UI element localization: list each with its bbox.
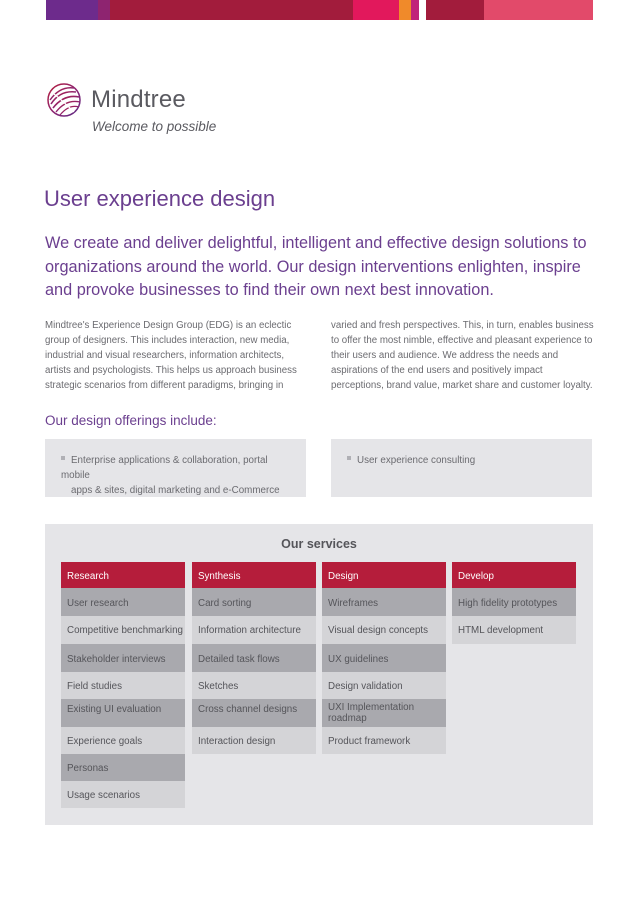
bullet-icon <box>61 456 65 460</box>
offering-text: Enterprise applications & collaboration, portal mobile <box>61 455 268 481</box>
color-segment <box>426 0 484 20</box>
brand-tagline: Welcome to possible <box>92 119 217 134</box>
services-column-design <box>322 562 446 754</box>
service-item: Design validation <box>322 672 446 699</box>
column-header: Synthesis <box>192 562 316 588</box>
offerings-heading: Our design offerings include: <box>45 413 217 428</box>
mindtree-logo-icon <box>46 82 82 118</box>
color-segment <box>399 0 411 20</box>
service-item: Detailed task flows <box>192 644 316 672</box>
service-item: Cross channel designs <box>192 699 316 727</box>
services-title: Our services <box>281 537 357 551</box>
body-paragraph-left: Mindtree's Experience Design Group (EDG) is an eclectic group of designers. This includes interaction, new media, industrial and visual researchers, information architects, artists and psychologists. This helps us approach business strategic scenarios from different paradigms, bringing in <box>45 320 297 391</box>
service-item: Experience goals <box>61 727 185 754</box>
bullet-icon <box>347 456 351 460</box>
service-item: UX guidelines <box>322 644 446 672</box>
service-item: High fidelity prototypes <box>452 588 576 616</box>
services-panel <box>45 524 593 825</box>
services-column-research <box>61 562 185 808</box>
service-item: UXI Implementation roadmap <box>322 699 446 727</box>
service-item: Usage scenarios <box>61 781 185 808</box>
service-item: Competitive benchmarking <box>61 616 185 644</box>
service-item: Field studies <box>61 672 185 699</box>
service-item: Interaction design <box>192 727 316 754</box>
brand-name: Mindtree <box>91 86 186 113</box>
service-item: Stakeholder interviews <box>61 644 185 672</box>
services-column-synthesis <box>192 562 316 754</box>
service-item: Product framework <box>322 727 446 754</box>
color-segment <box>98 0 110 20</box>
offering-box-left <box>45 439 306 497</box>
service-item: Existing UI evaluation <box>61 699 185 727</box>
color-segment <box>46 0 98 20</box>
body-paragraph-right: varied and fresh perspectives. This, in turn, enables business to offer the most nimble, effective and pleasant experience to their users and audience. We address the needs and aspirations of the end users and positively impact perceptions, brand value, market share and customer loyalty. <box>331 320 594 391</box>
service-item: Card sorting <box>192 588 316 616</box>
color-segment <box>353 0 399 20</box>
service-item: Personas <box>61 754 185 781</box>
offering-text: User experience consulting <box>357 455 476 466</box>
color-segment <box>484 0 593 20</box>
service-item: Sketches <box>192 672 316 699</box>
color-segment <box>110 0 353 20</box>
service-item: User research <box>61 588 185 616</box>
service-item: Information architecture <box>192 616 316 644</box>
offering-text: apps & sites, digital marketing and e-Commerce <box>71 485 280 496</box>
service-item: HTML development <box>452 616 576 644</box>
column-header: Develop <box>452 562 576 588</box>
services-column-develop <box>452 562 576 644</box>
column-header: Design <box>322 562 446 588</box>
column-header: Research <box>61 562 185 588</box>
lead-paragraph: We create and deliver delightful, intelligent and effective design solutions to organizations around the world. Our design interventions enlighten, inspire and provoke businesses to find their own next best innovation. <box>45 234 587 299</box>
color-segment <box>411 0 419 20</box>
service-item: Visual design concepts <box>322 616 446 644</box>
page-title: User experience design <box>44 186 276 211</box>
offering-box-right <box>331 439 592 497</box>
service-item: Wireframes <box>322 588 446 616</box>
